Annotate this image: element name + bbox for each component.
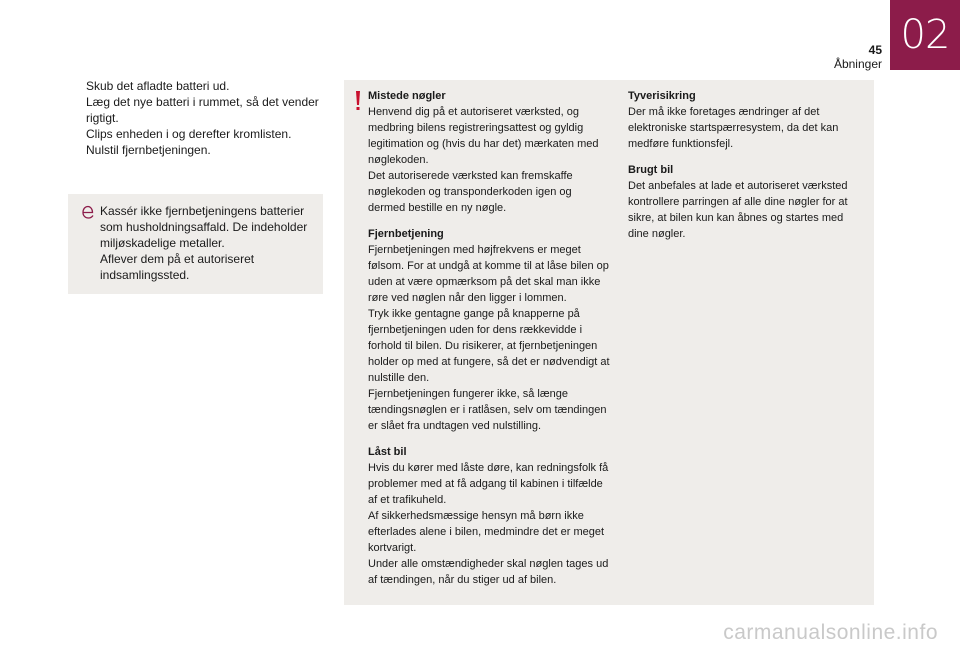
page-number: 45 — [868, 43, 882, 57]
block-paragraph: Henvend dig på et autoriseret værksted, og medbring bilens registreringsattest og gyldig legitimation og (hvis du har det) mærkaten med nøglekoden. — [368, 106, 599, 166]
block-paragraph: Tryk ikke gentagne gange på knapperne på fjernbetjeningen uden for dens rækkevidde i forhold til bilen. Du risikerer, at fjernbetjeningen holder op med at fungere, så det er nødvendigt at nulstille den. — [368, 308, 610, 384]
block-paragraph: Fjernbetjeningen med højfrekvens er meget følsom. For at undgå at komme til at låse bilen op uden at være opmærksom på det skal man ikke røre ved nøglen når den ligger i lommen. — [368, 244, 609, 304]
step-text: Clips enheden i og derefter kromlisten. — [86, 127, 292, 141]
locked-car-block — [368, 444, 610, 588]
environment-note-line: Kassér ikke fjernbetjeningens batterier som husholdningsaffald. De indeholder miljøskadelige metaller. — [100, 204, 308, 250]
block-heading: Låst bil — [368, 446, 407, 458]
warning-box — [344, 80, 874, 605]
environment-note — [68, 194, 323, 294]
battery-steps-list — [70, 78, 330, 158]
warning-left-column — [368, 88, 610, 598]
chapter-tab: 02 — [890, 0, 960, 70]
environment-note-line: Aflever dem på et autoriseret indsamlingssted. — [100, 252, 255, 282]
list-item — [70, 78, 330, 94]
block-heading: Mistede nøgler — [368, 90, 446, 102]
block-paragraph: Under alle omstændigheder skal nøglen tages ud af tændingen, når du stiger ud af bilen. — [368, 558, 609, 586]
step-text: Skub det afladte batteri ud. — [86, 79, 230, 93]
block-paragraph: Det autoriserede værksted kan fremskaffe nøglekoden og transponderkoden igen og dermed bestille en ny nøgle. — [368, 170, 573, 214]
block-paragraph: Fjernbetjeningen fungerer ikke, så længe tændingsnøglen er i ratlåsen, selv om tændingen er slået fra undtagen ved nulstilling. — [368, 388, 607, 432]
block-paragraph: Af sikkerhedsmæssige hensyn må børn ikke efterlades alene i bilen, medmindre det er meget kortvarigt. — [368, 510, 605, 554]
block-paragraph: Hvis du kører med låste døre, kan redningsfolk få problemer med at få adgang til kabinen i tilfælde af et trafikuheld. — [368, 462, 609, 506]
recycle-e-icon — [80, 204, 96, 220]
block-heading: Brugt bil — [628, 164, 674, 176]
exclamation-icon — [352, 90, 364, 112]
block-paragraph: Der må ikke foretages ændringer af det elektroniske startspærresystem, da det kan medføre funktionsfejl. — [628, 106, 839, 150]
list-item — [70, 94, 330, 126]
watermark: carmanualsonline.info — [723, 621, 938, 644]
block-paragraph: Det anbefales at lade et autoriseret værksted kontrollere parringen af alle dine nøgler for at sikre, at bilen kun kan åbnes og startes med dine nøgler. — [628, 180, 848, 240]
section-title: Åbninger — [833, 57, 882, 71]
list-item — [70, 142, 330, 158]
list-item — [70, 126, 330, 142]
block-heading: Fjernbetjening — [368, 228, 444, 240]
block-heading: Tyverisikring — [628, 90, 696, 102]
step-text: Nulstil fjernbetjeningen. — [86, 143, 211, 157]
anti-theft-block — [628, 88, 864, 152]
remote-control-block — [368, 226, 610, 434]
lost-keys-block — [368, 88, 610, 216]
warning-right-column — [628, 88, 864, 252]
used-car-block — [628, 162, 864, 242]
step-text: Læg det nye batteri i rummet, så det vender rigtigt. — [86, 95, 319, 125]
